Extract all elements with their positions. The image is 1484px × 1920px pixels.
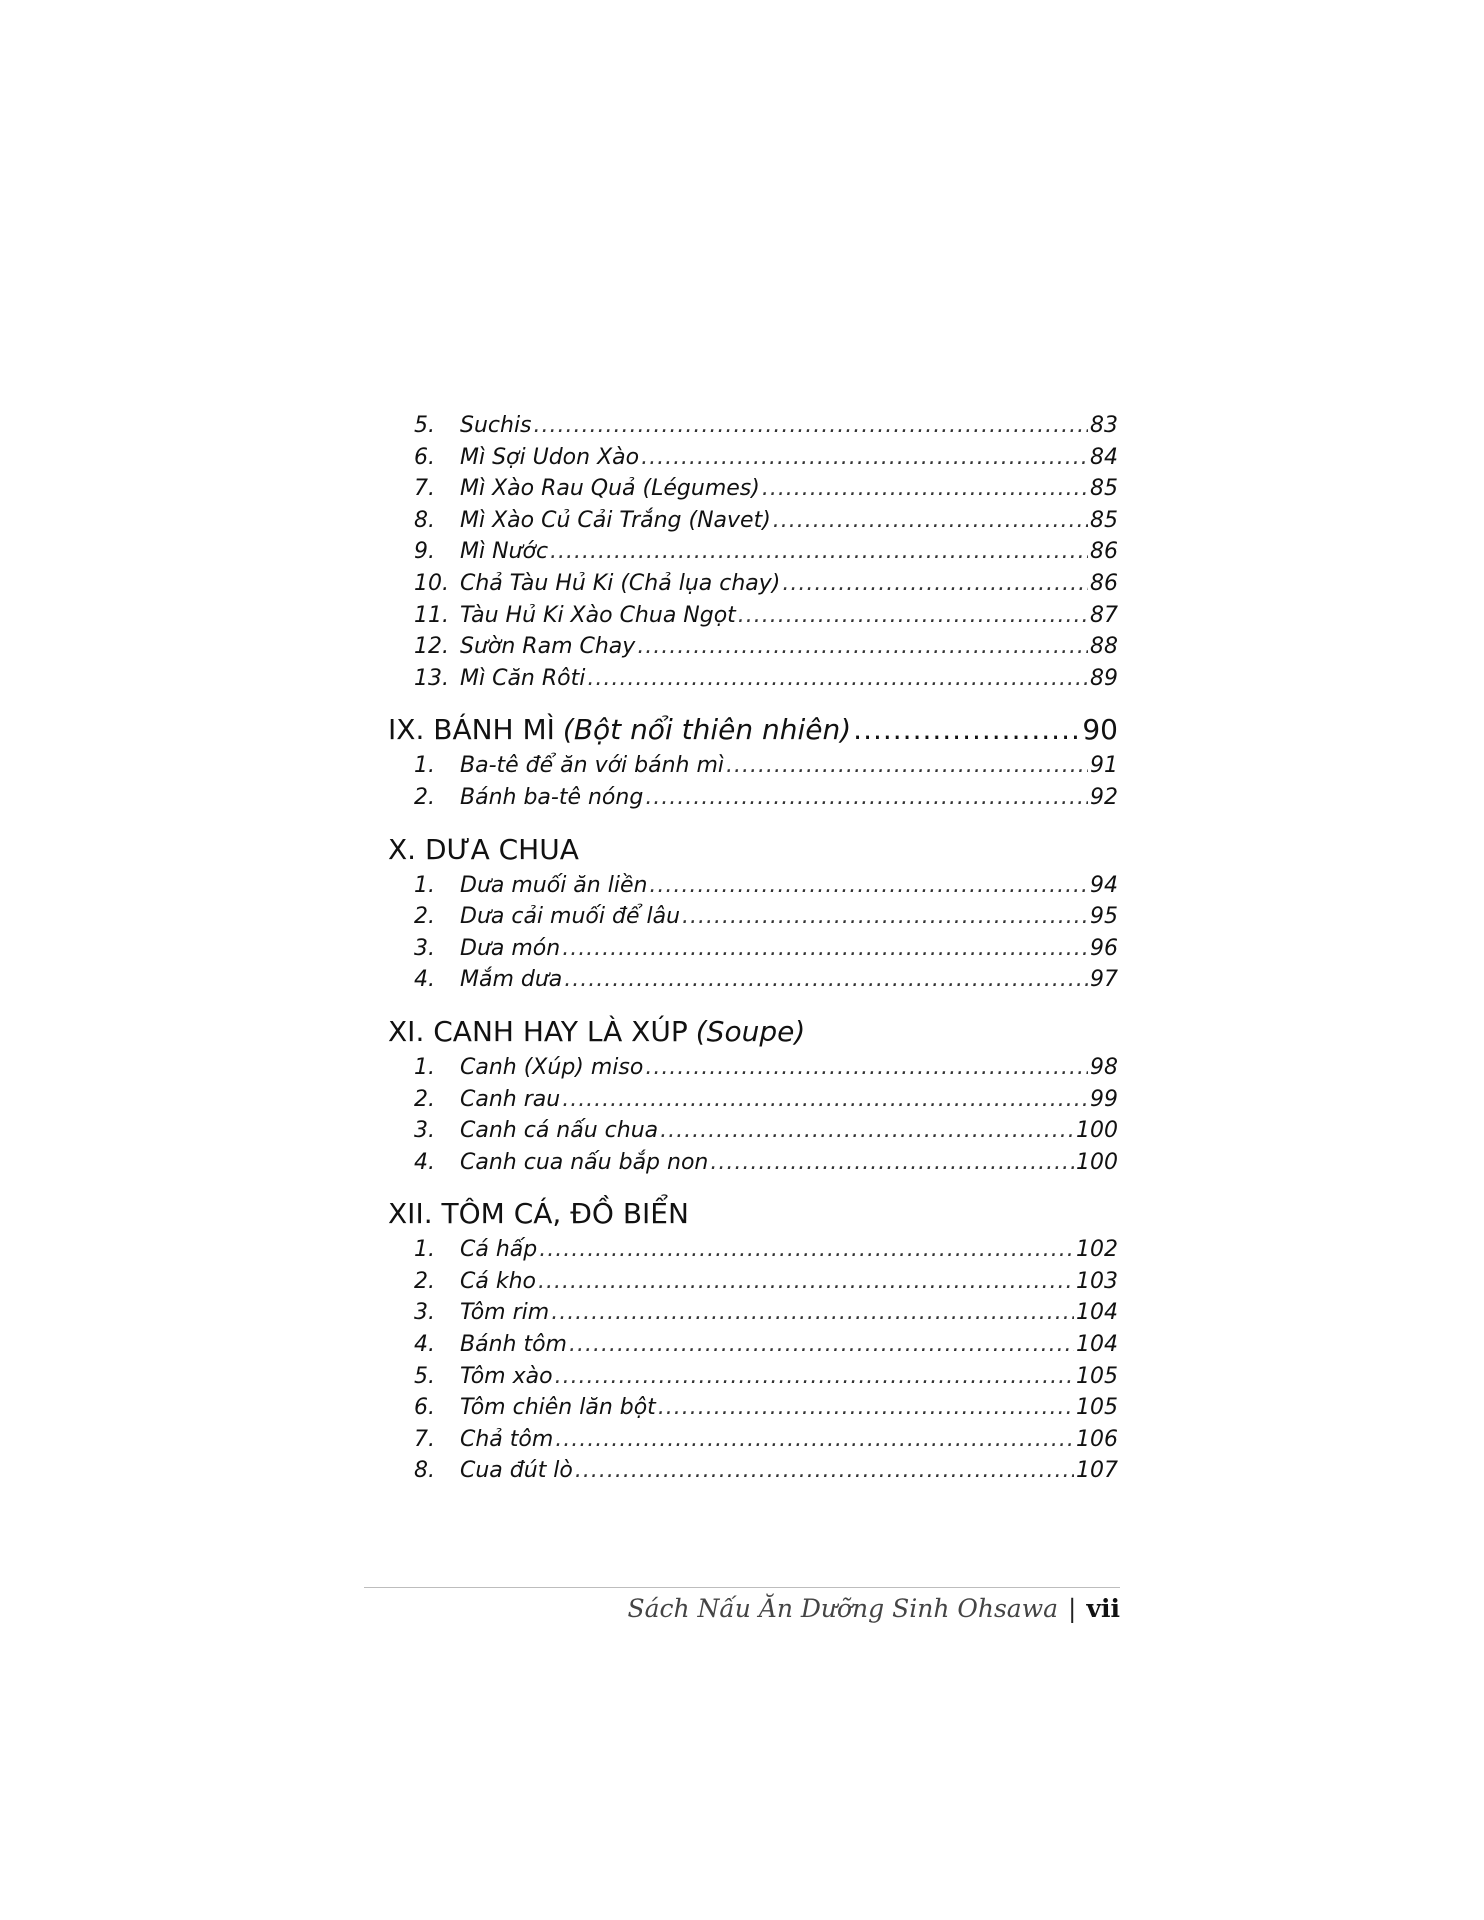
section-heading-title: XI. CANH HAY LÀ XÚP (388, 1014, 688, 1048)
section-heading-subtitle: (Soupe) (695, 1014, 806, 1048)
entry-page-number: 83 (1090, 413, 1118, 438)
dot-leader (562, 933, 1088, 965)
dot-leader (534, 410, 1088, 442)
entry-page-number: 94 (1090, 872, 1118, 898)
entry-title: Cá hấp (460, 1237, 538, 1263)
entry-title: Mì Nước (460, 539, 549, 565)
entry-number: 1. (414, 872, 435, 898)
entry-title: Canh cua nấu bắp non (460, 1149, 709, 1175)
entry-title: Dưa món (460, 935, 561, 961)
toc-entry (388, 750, 1118, 782)
entry-page-number: 105 (1076, 1363, 1118, 1389)
entry-title: Mắm dưa (460, 967, 563, 993)
toc-entry (388, 1424, 1118, 1456)
entry-title: Cá kho (460, 1268, 536, 1294)
entry-number: 3. (414, 935, 435, 961)
toc-entry (388, 1329, 1118, 1361)
toc-entry (388, 1266, 1118, 1298)
entry-title: Chả tôm (460, 1426, 554, 1452)
entry-page-number: 106 (1076, 1426, 1118, 1452)
dot-leader (773, 505, 1088, 537)
dot-leader (637, 631, 1088, 663)
dot-leader (682, 901, 1088, 933)
table-of-contents (388, 410, 1118, 1487)
toc-entry (388, 933, 1118, 965)
entry-number: 2. (414, 1086, 435, 1112)
toc-entry (388, 1234, 1118, 1266)
entry-title: Sườn Ram Chay (460, 634, 636, 660)
entry-page-number: 84 (1090, 444, 1118, 470)
entry-page-number: 96 (1090, 935, 1118, 961)
entry-title: Suchis (460, 413, 532, 438)
entry-page-number: 86 (1090, 539, 1118, 565)
entry-number: 6. (414, 1395, 435, 1421)
entry-title: Canh cá nấu chua (460, 1118, 659, 1144)
entry-title: Bánh tôm (460, 1332, 567, 1358)
entry-page-number: 88 (1090, 634, 1118, 660)
dot-leader (575, 1455, 1074, 1487)
toc-entry (388, 631, 1118, 663)
entry-page-number: 98 (1090, 1054, 1118, 1080)
section-heading-title: X. DƯA CHUA (388, 832, 579, 866)
toc-entry (388, 410, 1118, 442)
toc-entry (388, 964, 1118, 996)
entry-number: 13. (414, 665, 449, 691)
dot-leader (645, 782, 1088, 814)
entry-number: 3. (414, 1118, 435, 1144)
toc-entry (388, 442, 1118, 474)
dot-leader (649, 870, 1088, 902)
dot-leader (738, 600, 1088, 632)
entry-title: Canh (Xúp) miso (460, 1054, 644, 1080)
entry-page-number: 99 (1090, 1086, 1118, 1112)
dot-leader (782, 568, 1088, 600)
section-heading-title: XII. TÔM CÁ, ĐỒ BIỂN (388, 1197, 689, 1231)
entry-number: 2. (414, 904, 435, 930)
toc-entry (388, 600, 1118, 632)
section-heading-subtitle: (Bột nổi thiên nhiên) (562, 713, 852, 747)
dot-leader (550, 536, 1088, 568)
footer-divider (364, 1587, 1120, 1588)
entry-title: Chả Tàu Hủ Ki (Chả lụa chay) (460, 570, 781, 596)
toc-entry (388, 473, 1118, 505)
toc-entry (388, 505, 1118, 537)
dot-leader (564, 964, 1088, 996)
entry-page-number: 100 (1076, 1149, 1118, 1175)
entry-number: 7. (414, 476, 435, 502)
entry-title: Mì Xào Củ Cải Trắng (Navet) (460, 507, 771, 533)
entry-number: 4. (414, 1149, 435, 1175)
entry-number: 8. (414, 1458, 435, 1484)
entry-number: 2. (414, 784, 435, 810)
toc-entry (388, 1361, 1118, 1393)
toc-entry (388, 1052, 1118, 1084)
toc-entry (388, 568, 1118, 600)
entry-number: 6. (414, 444, 435, 470)
entry-page-number: 104 (1076, 1300, 1118, 1326)
entry-page-number: 95 (1090, 904, 1118, 930)
entry-title: Tôm rim (460, 1300, 550, 1326)
entry-number: 4. (414, 1332, 435, 1358)
entry-number: 11. (414, 602, 449, 628)
dot-leader (555, 1424, 1074, 1456)
section-heading (388, 710, 1118, 750)
entry-title: Cua đút lò (460, 1458, 573, 1484)
entry-page-number: 102 (1076, 1237, 1118, 1263)
entry-page-number: 87 (1090, 602, 1118, 628)
dot-leader (641, 442, 1088, 474)
entry-page-number: 91 (1090, 753, 1118, 779)
footer-book-title: Sách Nấu Ăn Dưỡng Sinh Ohsawa (627, 1594, 1059, 1623)
dot-leader (645, 1052, 1088, 1084)
toc-section (388, 1194, 1118, 1487)
entry-number: 1. (414, 753, 435, 779)
entry-title: Mì Sợi Udon Xào (460, 444, 640, 470)
entry-number: 1. (414, 1054, 435, 1080)
dot-leader (555, 1361, 1074, 1393)
dot-leader (587, 663, 1088, 695)
entry-page-number: 105 (1076, 1395, 1118, 1421)
toc-section (388, 710, 1118, 813)
entry-number: 2. (414, 1268, 435, 1294)
entry-page-number: 97 (1090, 967, 1118, 993)
dot-leader (551, 1297, 1074, 1329)
dot-leader (762, 473, 1088, 505)
toc-entry (388, 663, 1118, 695)
section-heading-page: 90 (1082, 713, 1118, 747)
entry-page-number: 103 (1076, 1268, 1118, 1294)
entry-number: 1. (414, 1237, 435, 1263)
entry-title: Tôm xào (460, 1363, 553, 1389)
toc-entry (388, 536, 1118, 568)
entry-number: 12. (414, 634, 449, 660)
entry-title: Mì Căn Rôti (460, 665, 586, 691)
dot-leader (853, 710, 1080, 750)
toc-section (388, 410, 1118, 694)
dot-leader (726, 750, 1088, 782)
entry-page-number: 85 (1090, 476, 1118, 502)
toc-section (388, 830, 1118, 996)
entry-title: Mì Xào Rau Quả (Légumes) (460, 476, 760, 502)
entry-page-number: 104 (1076, 1332, 1118, 1358)
toc-entry (388, 1147, 1118, 1179)
dot-leader (658, 1392, 1074, 1424)
toc-entry (388, 1084, 1118, 1116)
entry-number: 4. (414, 967, 435, 993)
entry-title: Tôm chiên lăn bột (460, 1395, 656, 1421)
running-footer (364, 1594, 1120, 1623)
entry-title: Ba-tê để ăn với bánh mì (460, 753, 725, 779)
toc-entry (388, 870, 1118, 902)
section-heading-title: IX. BÁNH MÌ (388, 713, 555, 747)
dot-leader (710, 1147, 1074, 1179)
entry-page-number: 92 (1090, 784, 1118, 810)
entry-number: 9. (414, 539, 435, 565)
section-heading (388, 1194, 1118, 1234)
toc-entry (388, 1297, 1118, 1329)
entry-page-number: 107 (1076, 1458, 1118, 1484)
entry-title: Tàu Hủ Ki Xào Chua Ngọt (460, 602, 736, 628)
toc-entry (388, 782, 1118, 814)
entry-number: 7. (414, 1426, 435, 1452)
entry-title: Canh rau (460, 1086, 561, 1112)
toc-entry (388, 1115, 1118, 1147)
dot-leader (562, 1084, 1088, 1116)
entry-page-number: 86 (1090, 570, 1118, 596)
entry-number: 3. (414, 1300, 435, 1326)
section-heading (388, 1012, 1118, 1052)
toc-section (388, 1012, 1118, 1178)
toc-entry (388, 901, 1118, 933)
toc-entry (388, 1455, 1118, 1487)
footer-separator: | (1068, 1594, 1077, 1623)
entry-title: Dưa cải muối để lâu (460, 904, 681, 930)
toc-entry (388, 1392, 1118, 1424)
dot-leader (660, 1115, 1074, 1147)
section-heading (388, 830, 1118, 870)
entry-number: 10. (414, 570, 449, 596)
entry-number: 5. (414, 413, 435, 438)
dot-leader (569, 1329, 1074, 1361)
entry-page-number: 89 (1090, 665, 1118, 691)
entry-page-number: 100 (1076, 1118, 1118, 1144)
entry-page-number: 85 (1090, 507, 1118, 533)
entry-number: 8. (414, 507, 435, 533)
entry-title: Bánh ba-tê nóng (460, 784, 644, 810)
dot-leader (539, 1234, 1074, 1266)
dot-leader (538, 1266, 1074, 1298)
footer-page-number: vii (1086, 1594, 1120, 1623)
entry-number: 5. (414, 1363, 435, 1389)
entry-title: Dưa muối ăn liền (460, 872, 648, 898)
